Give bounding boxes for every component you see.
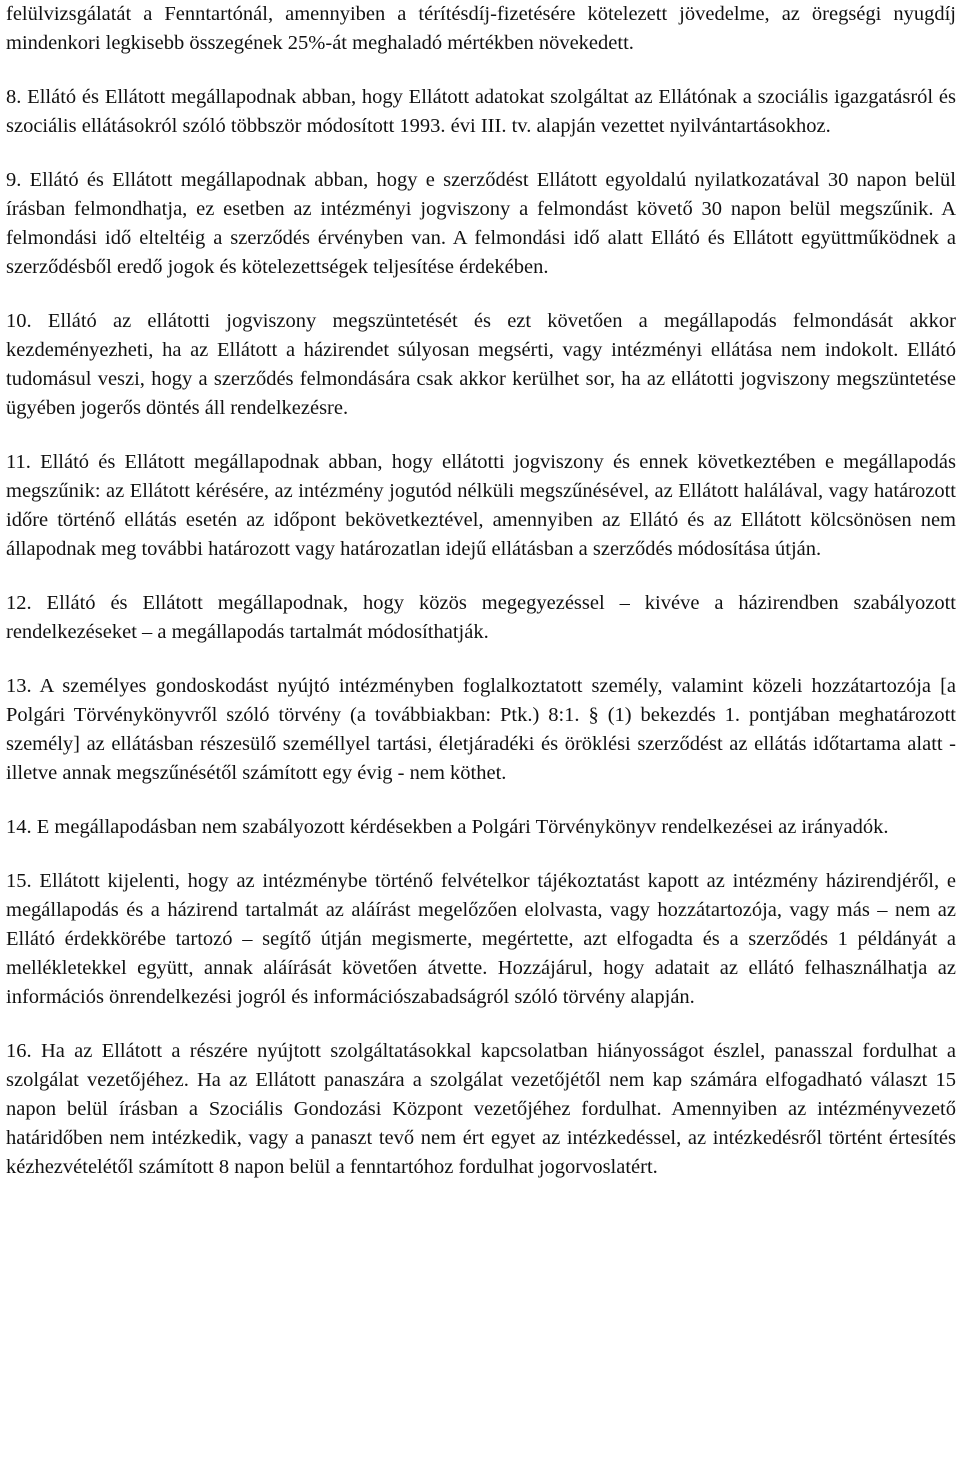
paragraph-11: 11. Ellátó és Ellátott megállapodnak abban, hogy ellátotti jogviszony és ennek következtében e megállapodás megszűnik: az Ellátott kérésére, az intézmény jogutód nélküli megszűnésével, az Ellátott halálával, vagy határozott időre történő ellátás esetén az időpont bekövetkeztével, amennyiben az Ellátó és az Ellátott kölcsönösen nem állapodnak meg további határozott vagy határozatlan idejű ellátásban a szerződés módosítása útján.: [6, 451, 956, 560]
paragraph-13: 13. A személyes gondoskodást nyújtó intézményben foglalkoztatott személy, valamint közeli hozzátartozója [a Polgári Törvénykönyvről szóló törvény (a továbbiakban: Ptk.) 8:1. § (1) bekezdés 1. pontjában meghatározott személy] az ellátásban részesülő személlyel tartási, életjáradéki és öröklési szerződést az ellátás időtartama alatt - illetve annak megszűnésétől számított egy évig - nem köthet.: [6, 675, 956, 784]
paragraph-continuation: felülvizsgálatát a Fenntartónál, amennyiben a térítésdíj-fizetésére kötelezett jövedelme, az öregségi nyugdíj mindenkori legkisebb összegének 25%-át meghaladó mértékben növekedett.: [6, 3, 956, 54]
paragraph-8: 8. Ellátó és Ellátott megállapodnak abban, hogy Ellátott adatokat szolgáltat az Ellátónak a szociális igazgatásról és szociális ellátásokról szóló többször módosított 1993. évi III. tv. alapján vezettet nyilvántartásokhoz.: [6, 86, 956, 137]
paragraph-14: 14. E megállapodásban nem szabályozott kérdésekben a Polgári Törvénykönyv rendelkezései az irányadók.: [6, 816, 889, 838]
paragraph-16: 16. Ha az Ellátott a részére nyújtott szolgáltatásokkal kapcsolatban hiányosságot észlel, panasszal fordulhat a szolgálat vezetőjéhez. Ha az Ellátott panaszára a szolgálat vezetőjétől nem kap számára elfogadható választ 15 napon belül írásban a Szociális Gondozási Központ vezetőjéhez fordulhat. Amennyiben az intézményvezető határidőben nem intézkedik, vagy a panaszt tevő nem ért egyet az intézkedéssel, az intézkedésről történt értesítés kézhezvételétől számított 8 napon belül a fenntartóhoz fordulhat jogorvoslatért.: [6, 1040, 956, 1178]
paragraph-15: 15. Ellátott kijelenti, hogy az intézménybe történő felvételkor tájékoztatást kapott az intézmény házirendjéről, e megállapodás és a házirend tartalmát az aláírást megelőzően elolvasta, vagy hozzátartozója, vagy más – nem az Ellátó érdekkörébe tartozó – segítő útján megismerte, megértette, azt elfogadta és a szerződés 1 példányát a mellékletekkel együtt, annak aláírását követően átvette. Hozzájárul, hogy adatait az ellátó felhasználhatja az információs önrendelkezési jogról és információszabadságról szóló törvény alapján.: [6, 870, 956, 1008]
document-page: [6, 0, 956, 1207]
paragraph-12: 12. Ellátó és Ellátott megállapodnak, hogy közös megegyezéssel – kivéve a házirendben szabályozott rendelkezéseket – a megállapodás tartalmát módosíthatják.: [6, 592, 956, 643]
paragraph-10: 10. Ellátó az ellátotti jogviszony megszüntetését és ezt követően a megállapodás felmondását akkor kezdeményezheti, ha az Ellátott a házirendet súlyosan megsérti, vagy intézményi ellátása nem indokolt. Ellátó tudomásul veszi, hogy a szerződés felmondására csak akkor kerülhet sor, ha az ellátotti jogviszony megszüntetése ügyében jogerős döntés áll rendelkezésre.: [6, 310, 956, 419]
paragraph-9: 9. Ellátó és Ellátott megállapodnak abban, hogy e szerződést Ellátott egyoldalú nyilatkozatával 30 napon belül írásban felmondhatja, ez esetben az intézményi jogviszony a felmondást követő 30 napon belül megszűnik. A felmondási idő elteltéig a szerződés érvényben van. A felmondási idő alatt Ellátó és Ellátott együttműködnek a szerződésből eredő jogok és kötelezettségek teljesítése érdekében.: [6, 169, 956, 278]
